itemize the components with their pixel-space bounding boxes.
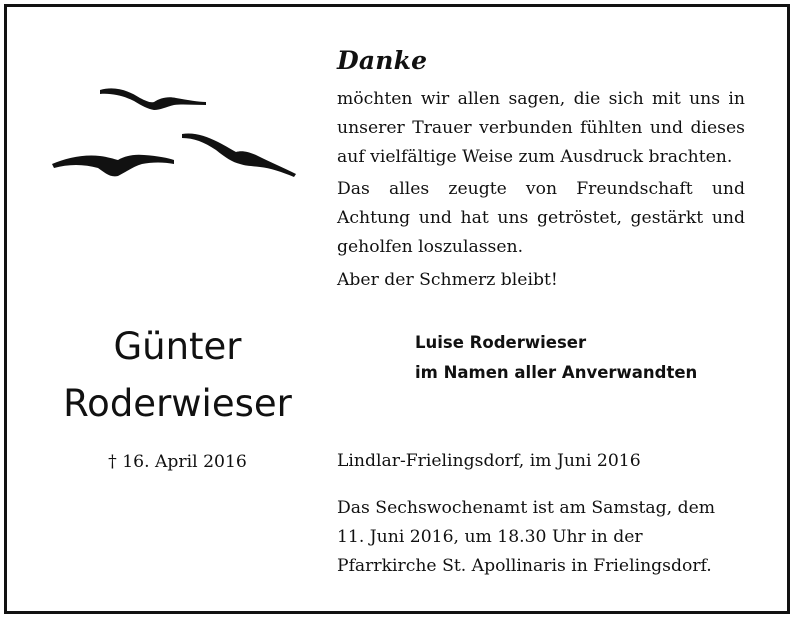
bird-icon xyxy=(100,88,206,110)
deceased-last-name: Roderwieser xyxy=(63,382,292,425)
service-line: Das Sechswochenamt ist am Samstag, dem xyxy=(337,498,716,518)
pain-paragraph: Aber der Schmerz bleibt! xyxy=(337,270,558,290)
friendship-paragraph: Das alles zeugte von Freundschaft und Achtung und hat uns getröstet, gestärkt und geholfen loszulassen. xyxy=(337,179,745,257)
service-line: Pfarrkirche St. Apollinaris in Frielingsdorf. xyxy=(337,556,712,576)
service-line: 11. Juni 2016, um 18.30 Uhr in der xyxy=(337,527,643,547)
thanks-heading: Danke xyxy=(337,46,428,75)
signer-relatives: im Namen aller Anverwandten xyxy=(415,363,698,382)
thanks-paragraph: möchten wir allen sagen, die sich mit uns in unserer Trauer verbunden fühlten und dieses auf vielfältige Weise zum Ausdruck brachten. xyxy=(337,89,745,167)
flying-birds-icon xyxy=(44,76,309,186)
service-info xyxy=(337,494,757,581)
deceased-first-name: Günter xyxy=(113,325,242,368)
bird-icon xyxy=(182,133,296,177)
death-date: † 16. April 2016 xyxy=(108,452,247,472)
bird-icon xyxy=(52,155,174,177)
signer-name: Luise Roderwieser xyxy=(415,333,587,352)
place-date: Lindlar-Frielingsdorf, im Juni 2016 xyxy=(337,451,641,471)
